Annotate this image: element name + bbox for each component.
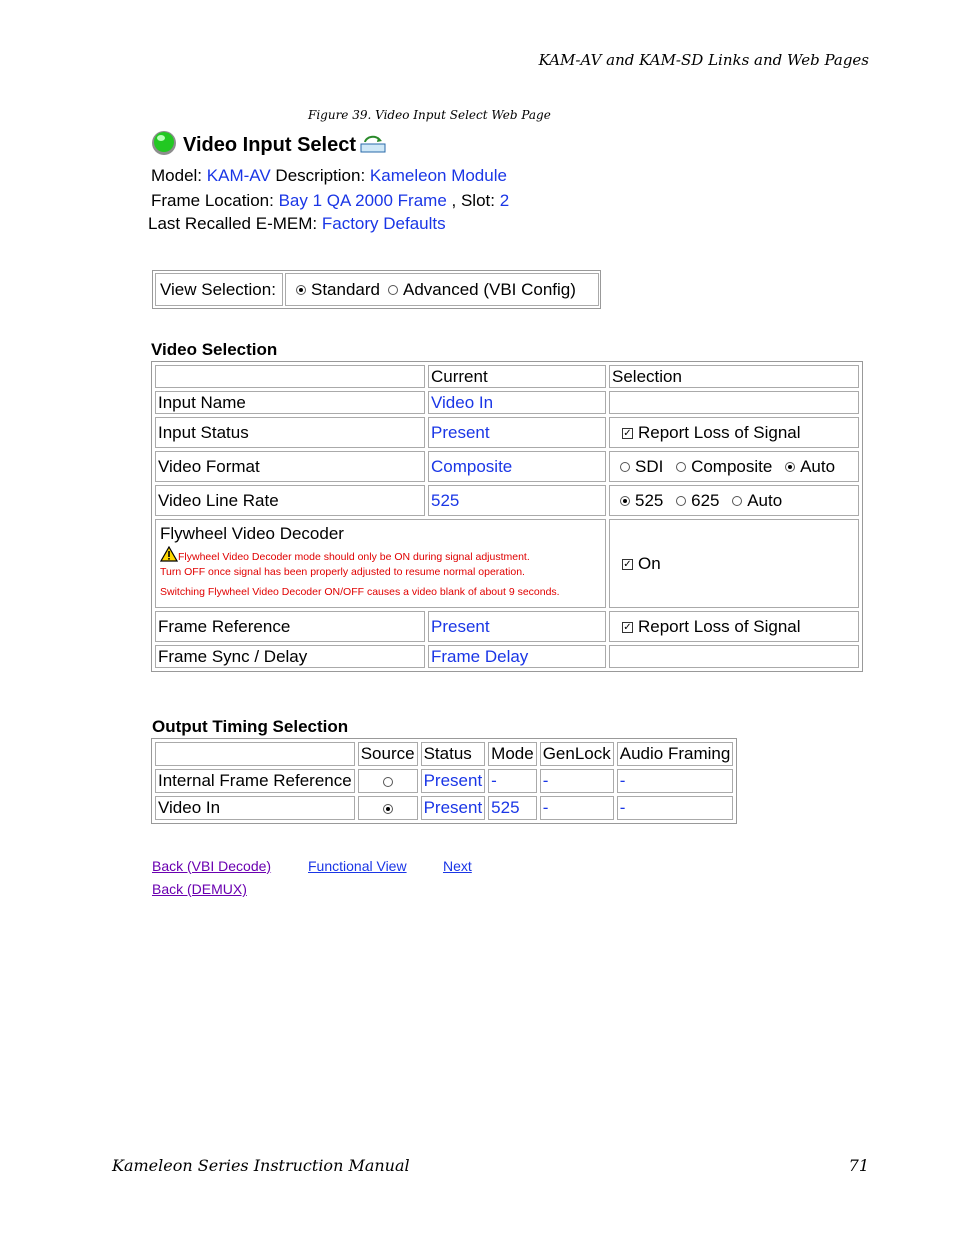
model-line (151, 166, 507, 186)
frame-reference-selection (609, 611, 859, 642)
mode-cell[interactable]: - (488, 769, 537, 793)
input-status-selection (609, 417, 859, 448)
row-label: Internal Frame Reference (155, 769, 355, 793)
footer-page-number: 71 (848, 1156, 869, 1175)
table-row (155, 485, 859, 516)
row-label: Input Status (155, 417, 425, 448)
header-genlock: GenLock (540, 742, 614, 766)
back-vbi-decode-link[interactable]: Back (VBI Decode) (152, 858, 272, 874)
last-recalled-line (148, 214, 446, 234)
model-label: Model: (151, 166, 203, 185)
view-selection-options (285, 273, 599, 306)
auto-format-radio[interactable] (785, 462, 795, 472)
frame-ref-report-loss-label: Report Loss of Signal (638, 616, 801, 636)
table-row (155, 645, 859, 668)
flywheel-selection (609, 519, 859, 608)
header-cell (155, 742, 355, 766)
description-value: Kameleon Module (369, 166, 507, 185)
advanced-label: Advanced (VBI Config) (403, 279, 576, 299)
status-cell[interactable]: Present (421, 796, 486, 820)
input-name-current[interactable]: Video In (428, 391, 606, 414)
flywheel-warning-2: Turn OFF once signal has been properly adjusted to resume normal operation. (160, 566, 525, 578)
row-label: Frame Sync / Delay (155, 645, 425, 668)
flywheel-warning-1-text: Flywheel Video Decoder mode should only be ON during signal adjustment. (178, 551, 530, 563)
flywheel-row (155, 519, 859, 608)
row-label: Input Name (155, 391, 425, 414)
empty-cell (609, 391, 859, 414)
page-title-row (150, 130, 386, 160)
report-loss-label: Report Loss of Signal (638, 422, 801, 442)
rate-auto-radio[interactable] (732, 496, 742, 506)
status-led-icon (150, 129, 178, 162)
view-selection-label: View Selection: (155, 273, 283, 306)
flywheel-on-checkbox[interactable]: ✓ (623, 558, 632, 570)
report-loss-checkbox[interactable]: ✓ (623, 427, 632, 439)
rate-525-label: 525 (635, 490, 664, 510)
header-cell (155, 365, 425, 388)
warning-icon (160, 551, 178, 563)
table-row (155, 417, 859, 448)
table-row (155, 769, 733, 793)
video-selection-table (151, 361, 863, 672)
frame-ref-report-loss-checkbox[interactable]: ✓ (623, 621, 632, 633)
source-cell (358, 796, 418, 820)
figure-caption: Figure 39. Video Input Select Web Page (308, 108, 551, 122)
row-label: Video Line Rate (155, 485, 425, 516)
frame-location-value: Bay 1 QA 2000 Frame (278, 191, 447, 210)
source-cell (358, 769, 418, 793)
header-mode: Mode (488, 742, 537, 766)
flywheel-label: Flywheel Video Decoder (160, 524, 344, 543)
last-recalled-value: Factory Defaults (321, 214, 446, 233)
refresh-icon[interactable] (360, 132, 386, 159)
table-row (155, 451, 859, 482)
rate-auto-label: Auto (747, 490, 783, 510)
standard-label: Standard (311, 279, 380, 299)
genlock-cell[interactable]: - (540, 769, 614, 793)
description-label: Description: (275, 166, 366, 185)
output-timing-heading: Output Timing Selection (152, 717, 349, 736)
frame-location-label: Frame Location: (151, 191, 274, 210)
video-format-current: Composite (428, 451, 606, 482)
functional-view-link[interactable]: Functional View (308, 858, 407, 874)
flywheel-cell (155, 519, 606, 608)
frame-sync-current[interactable]: Frame Delay (428, 645, 606, 668)
empty-cell (609, 645, 859, 668)
table-row (155, 611, 859, 642)
header-source: Source (358, 742, 418, 766)
header-selection: Selection (609, 365, 859, 388)
view-selection-box (152, 270, 601, 309)
audio-framing-cell[interactable]: - (617, 796, 734, 820)
rate-525-radio[interactable] (620, 496, 630, 506)
flywheel-warning-3: Switching Flywheel Video Decoder ON/OFF causes a video blank of about 9 seconds. (160, 586, 560, 598)
mode-cell[interactable]: 525 (488, 796, 537, 820)
next-link[interactable]: Next (443, 858, 472, 874)
page-title: Video Input Select (183, 133, 356, 156)
model-value: KAM-AV (206, 166, 271, 185)
rate-625-label: 625 (691, 490, 720, 510)
status-cell[interactable]: Present (421, 769, 486, 793)
running-header: KAM-AV and KAM-SD Links and Web Pages (538, 51, 869, 69)
row-label: Video In (155, 796, 355, 820)
auto-format-label: Auto (800, 456, 836, 476)
last-recalled-label: Last Recalled E-MEM: (148, 214, 318, 233)
line-rate-selection (609, 485, 859, 516)
table-header-row (155, 742, 733, 766)
advanced-radio[interactable] (388, 285, 398, 295)
flywheel-on-label: On (638, 553, 661, 573)
frame-reference-current: Present (428, 611, 606, 642)
input-status-current: Present (428, 417, 606, 448)
header-audio-framing: Audio Framing (617, 742, 734, 766)
rate-625-radio[interactable] (676, 496, 686, 506)
flywheel-warning-1 (160, 546, 601, 565)
row-label: Frame Reference (155, 611, 425, 642)
line-rate-current: 525 (428, 485, 606, 516)
slot-label: , Slot: (451, 191, 495, 210)
video-format-selection (609, 451, 859, 482)
audio-framing-cell[interactable]: - (617, 769, 734, 793)
video-selection-heading: Video Selection (151, 340, 278, 359)
sdi-radio[interactable] (620, 462, 630, 472)
footer-manual-title: Kameleon Series Instruction Manual (112, 1156, 410, 1175)
frame-location-line (151, 191, 509, 211)
sdi-label: SDI (635, 456, 664, 476)
standard-radio[interactable] (296, 285, 306, 295)
header-status: Status (421, 742, 486, 766)
table-row (155, 796, 733, 820)
row-label: Video Format (155, 451, 425, 482)
table-row (155, 391, 859, 414)
header-current: Current (428, 365, 606, 388)
slot-value: 2 (499, 191, 510, 210)
genlock-cell[interactable]: - (540, 796, 614, 820)
table-header-row (155, 365, 859, 388)
internal-frame-ref-radio[interactable] (383, 777, 393, 787)
output-timing-table (151, 738, 737, 824)
composite-radio[interactable] (676, 462, 686, 472)
composite-label: Composite (691, 456, 773, 476)
video-in-radio[interactable] (383, 804, 393, 814)
back-demux-link[interactable]: Back (DEMUX) (152, 881, 247, 897)
